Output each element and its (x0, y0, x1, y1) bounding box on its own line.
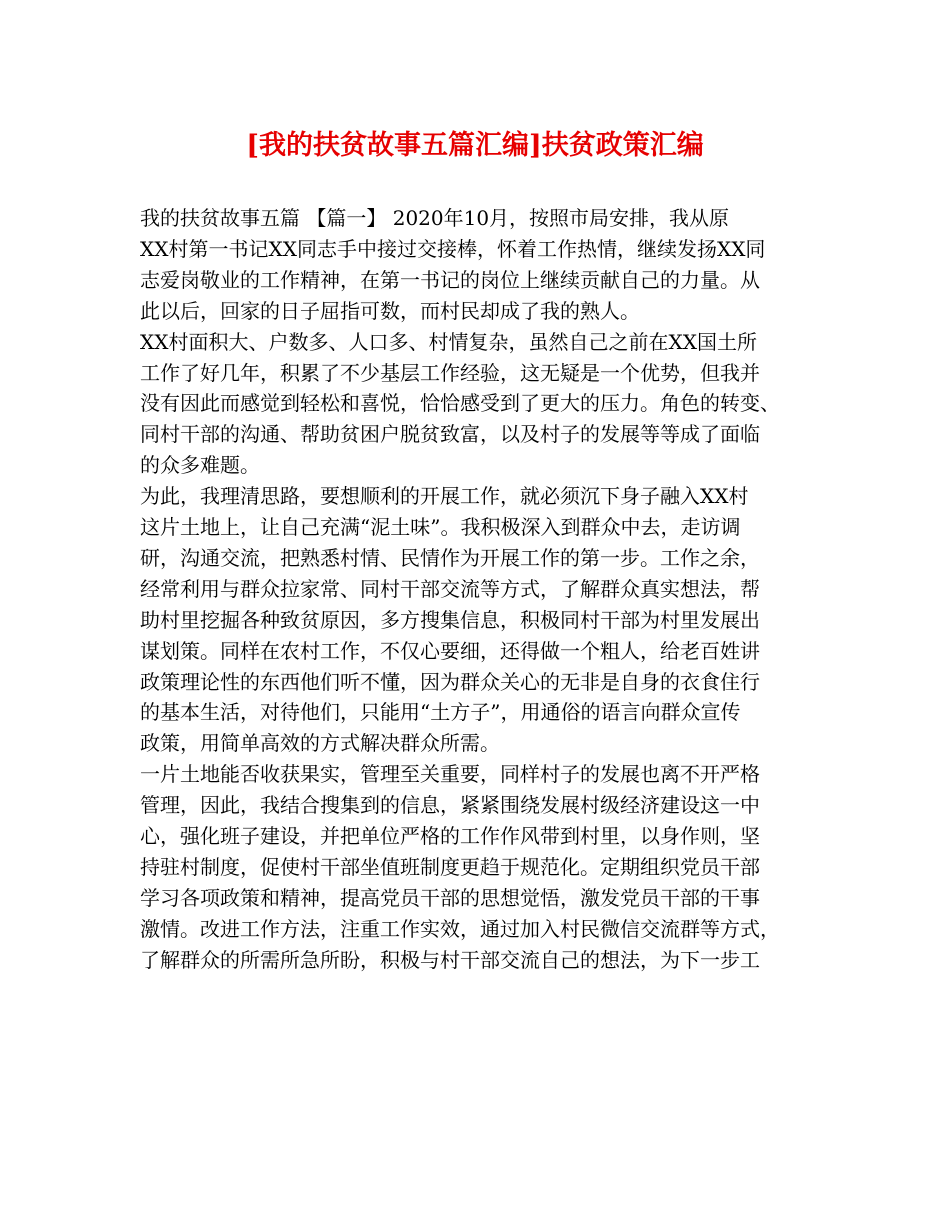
body-line: 政策理论性的东西他们听不懂，因为群众关心的无非是自身的衣食住行 (140, 669, 760, 694)
body-line: 工作了好几年，积累了不少基层工作经验，这无疑是一个优势，但我并 (140, 360, 760, 385)
body-line: 志爱岗敬业的工作精神，在第一书记的岗位上继续贡献自己的力量。从 (140, 267, 760, 292)
body-line: 研，沟通交流，把熟悉村情、民情作为开展工作的第一步。工作之余， (140, 545, 760, 570)
body-line: 没有因此而感觉到轻松和喜悦，恰恰感受到了更大的压力。角色的转变、 (140, 391, 780, 416)
body-line: 激情。改进工作方法，注重工作实效，通过加入村民微信交流群等方式， (140, 916, 780, 941)
body-line: 这片土地上，让自己充满“泥土味”。我积极深入到群众中去，走访调 (140, 515, 741, 539)
body-line: 管理，因此，我结合搜集到的信息，紧紧围绕发展村级经济建设这一中 (140, 793, 760, 818)
body-line: 持驻村制度，促使村干部坐值班制度更趋于规范化。定期组织党员干部 (140, 854, 760, 879)
body-line: XX村面积大、户数多、人口多、村情复杂，虽然自己之前在XX国土所 (140, 329, 757, 354)
body-line: 的基本生活，对待他们，只能用“土方子”，用通俗的语言向群众宣传 (140, 700, 741, 725)
body-line: 谋划策。同样在农村工作，不仅心要细，还得做一个粗人，给老百姓讲 (140, 638, 760, 663)
body-line: 为此，我理清思路，要想顺利的开展工作，就必须沉下身子融入XX村 (140, 484, 749, 509)
body-line: 一片土地能否收获果实，管理至关重要，同样村子的发展也离不开严格 (140, 762, 760, 787)
body-line: 此以后，回家的日子屈指可数，而村民却成了我的熟人。 (140, 298, 640, 323)
body-line: 了解群众的所需所急所盼，积极与村干部交流自己的想法，为下一步工 (140, 947, 760, 972)
body-line: 政策，用简单高效的方式解决群众所需。 (140, 731, 500, 756)
body-line: 的众多难题。 (140, 453, 260, 478)
body-line: 助村里挖掘各种致贫原因，多方搜集信息，积极同村干部为村里发展出 (140, 607, 760, 632)
body-line: 经常利用与群众拉家常、同村干部交流等方式，了解群众真实想法，帮 (140, 576, 760, 601)
document-title: [我的扶贫故事五篇汇编]扶贫政策汇编 (246, 130, 704, 161)
body-line: 我的扶贫故事五篇 【篇一】 2020年10月，按照市局安排，我从原 (140, 206, 730, 230)
body-line: 心，强化班子建设，并把单位严格的工作作风带到村里，以身作则，坚 (140, 824, 760, 848)
body-line: 学习各项政策和精神，提高党员干部的思想觉悟，激发党员干部的干事 (140, 885, 760, 910)
body-line: XX村第一书记XX同志手中接过交接棒，怀着工作热情，继续发扬XX同 (140, 236, 766, 261)
body-line: 同村干部的沟通、帮助贫困户脱贫致富，以及村子的发展等等成了面临 (140, 422, 760, 447)
